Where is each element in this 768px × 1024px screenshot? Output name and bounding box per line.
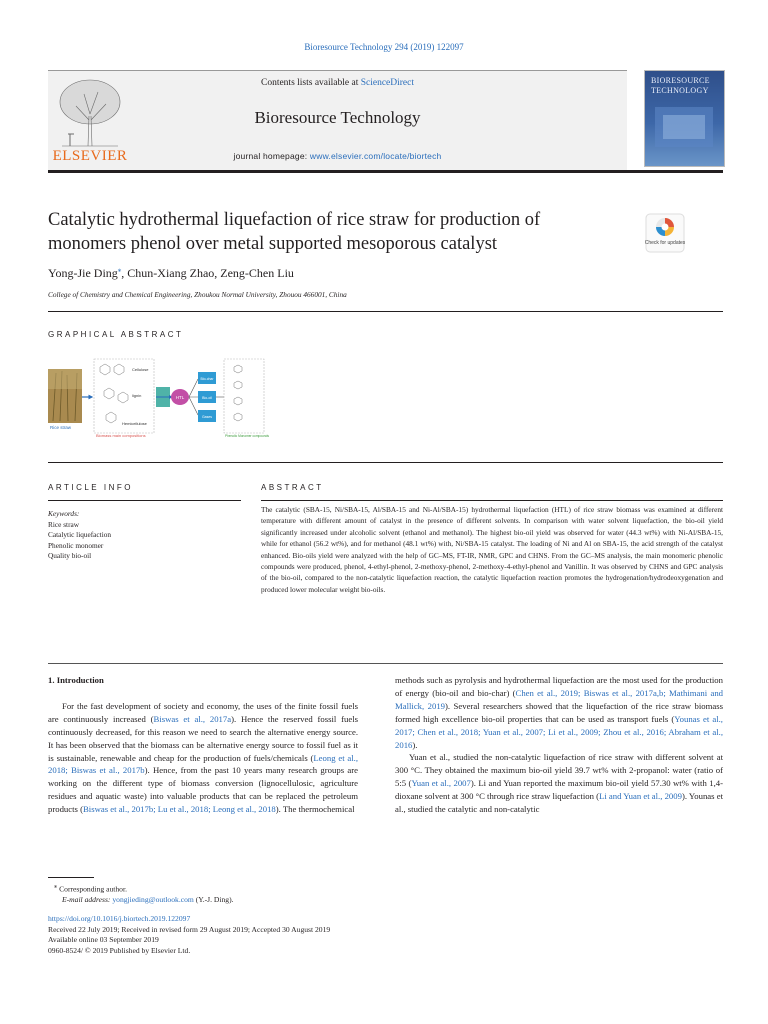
abstract-heading: ABSTRACT: [261, 483, 324, 492]
contents-line: [48, 78, 627, 88]
introduction-heading: 1. Introduction: [48, 675, 104, 685]
article-title: Catalytic hydrothermal liquefaction of rice straw for production of monomers phenol over metal supported mesoporous catalyst: [48, 210, 541, 254]
keywords-label: Keywords:: [48, 509, 80, 518]
homepage-prefix: journal homepage:: [233, 151, 310, 161]
text-run: ). Li and Yuan reported the maximum bio-oil yield 57.30 wt% with 1,4-dioxane solvent at 300 °C through rice straw liquefaction (: [395, 778, 723, 802]
text-run: ). Hence the reserved fossil fuels continuously decreased, for this reason we need to search the alternative energy source. It has been observed that the biomass can be alternative energy source to fossil fuel as it is sustainable, renewable and cheap for the production of fuels/chemicals (: [48, 713, 358, 763]
text-run: For the fast development of society and economy, the uses of the finite fossil fuels are continuously increased (: [48, 700, 358, 724]
copyright: 0960-8524/ © 2019 Published by Elsevier Ltd.: [48, 945, 191, 955]
check-for-updates-label: Check for updates: [645, 240, 685, 246]
journal-citation[interactable]: Bioresource Technology 294 (2019) 122097: [304, 42, 464, 52]
citation-link[interactable]: Leong et al., 2018; Biswas et al., 2017b: [48, 752, 359, 776]
keyword-item: Quality bio-oil: [48, 551, 92, 560]
text-run: methods such as pyrolysis and hydrothermal liquefaction are the most used for the production of energy (bio-oil and bio-char) (: [395, 675, 723, 698]
keywords-block: [48, 509, 111, 562]
body-column-left: [48, 674, 358, 816]
ga-label-hemicellulose: Hemicellulose: [122, 421, 147, 426]
citation-link[interactable]: Biswas et al., 2017b; Lu et al., 2018; Leong et al., 2018: [82, 804, 276, 815]
corresponding-author-text: Corresponding author.: [59, 884, 127, 894]
ga-label-lignin: lignin: [132, 393, 142, 398]
footnote-rule: [48, 877, 94, 878]
journal-cover-thumbnail[interactable]: [644, 70, 725, 167]
corresponding-author-mark: ⁎: [54, 883, 58, 890]
citation-link[interactable]: Li and Yuan et al., 2009: [599, 791, 682, 802]
journal-homepage: [48, 151, 627, 161]
contents-prefix: Contents lists available at: [260, 78, 361, 88]
sciencedirect-link[interactable]: ScienceDirect: [360, 78, 414, 88]
article-info-heading: ARTICLE INFO: [48, 483, 133, 492]
abstract-rule: [261, 500, 723, 501]
intro-paragraph-1: [48, 700, 358, 816]
divider-after-affiliation: [48, 311, 723, 312]
keyword-item: Catalytic liquefaction: [48, 530, 112, 539]
text-run: ). The thermochemical: [275, 804, 355, 815]
keyword-item: Phenolic monomer: [48, 540, 104, 550]
abstract-text: The catalytic (SBA-15, Ni/SBA-15, Al/SBA-15 and Ni-Al/SBA-15) hydrothermal liquefaction (HTL) of rice straw biomass was examined at different temperature with different amount of catalyst in the presence of different solvents. In comparison with water solvent liquefaction, the bio-oil yield significantly increased under alcoholic solvent (ethanol and methanol). The highest bio-oil yield was observed for water (44.3 wt%) with Ni-Al/SBA-15, while for ethanol (56.2 wt%), and for methanol (48.1 wt%) with, Ni/SBA-15 catalyst. The loading of Ni and Al on SBA-15, the acid strength of the catalyst enhanced. Bio-oils yield were analyzed with the help of GC–MS, FT-IR, NMR, GPC and CHNS. From the GC–MS analysis, the main monomeric phenolic compounds were produced, phenol, 4-ethyl-phenol, 2-methoxy-phenol, 2-methoxy-4-ethyl-phenol and Vanillin. It was observed by CHNS and GPC analysis of the bio-oil, compared to the non-catalytic liquefaction reaction, the catalytic liquefaction reaction promotes the hydrogenation/hydrodeoxygenation and produced lower molecular weight bio-oils.: [261, 505, 723, 594]
author-list: [48, 266, 294, 281]
divider-after-graphical-abstract: [48, 462, 723, 463]
ga-label-htl: HTL: [175, 395, 185, 400]
cover-title-line-1: BIORESOURCE: [651, 76, 710, 85]
ga-label-bio-oil: Bio-oil: [202, 396, 212, 400]
intro-paragraph-2: [395, 751, 723, 816]
journal-name: Bioresource Technology: [254, 108, 421, 127]
text-run: ).: [412, 739, 418, 750]
homepage-link[interactable]: www.elsevier.com/locate/biortech: [309, 151, 442, 161]
author-affiliation: College of Chemistry and Chemical Engineering, Zhoukou Normal University, Zhouou 466001, China: [48, 290, 347, 299]
email-label: E-mail address:: [62, 895, 113, 905]
email-note: [48, 895, 234, 906]
text-run: ). Younas et al., studied the catalytic and non-catalytic: [395, 791, 723, 815]
keyword-item: Rice straw: [48, 519, 80, 529]
citation-link[interactable]: Chen et al., 2019; Biswas et al., 2017a,b; Mathimani and Mallick, 2019: [395, 687, 724, 711]
body-column-right: [395, 674, 723, 816]
article-info-rule: [48, 500, 241, 501]
citation-link[interactable]: Biswas et al., 2017a: [153, 713, 232, 724]
email-link[interactable]: yongjieding@outlook.com: [112, 895, 194, 905]
corresponding-author-note: [48, 882, 234, 895]
text-run: Yuan et al., studied the non-catalytic liquefaction of rice straw with different solvent at 300 °C. They obtained the maximum bio-oil yield 39.7 wt% with 2-propanol: water (ratio of 5:5 (: [395, 752, 723, 789]
citation-link[interactable]: Younas et al., 2017; Chen et al., 2018; Yuan et al., 2007; Li et al., 2009; Zhou et al., 2016; Abraham et al., 2016: [395, 713, 723, 750]
corresponding-author-mark[interactable]: ⁎: [117, 266, 122, 274]
publication-info: [48, 914, 330, 956]
graphical-abstract-figure[interactable]: [48, 355, 270, 439]
ga-label-cellulose: Cellulose: [132, 367, 149, 372]
ga-label-gases: Gases: [201, 415, 213, 419]
ga-label-biomass: Biomass main compositions: [96, 433, 146, 438]
citation-link[interactable]: Yuan et al., 2007: [411, 778, 471, 789]
email-suffix: (Y.-J. Ding).: [193, 895, 234, 905]
received-dates: Received 22 July 2019; Received in revised form 29 August 2019; Accepted 30 August 2019: [48, 924, 331, 934]
elsevier-wordmark: ELSEVIER: [52, 148, 128, 164]
available-online: Available online 03 September 2019: [48, 935, 159, 944]
cover-artwork: [645, 101, 724, 166]
author-names-rest: , Chun-Xiang Zhao, Zeng-Chen Liu: [121, 266, 294, 280]
text-run: ). Several researchers showed that the liquefaction of the rice straw biomass formed high excellence bio-oil properties that can be used as transport fuels (: [395, 700, 724, 724]
doi-link[interactable]: https://doi.org/10.1016/j.biortech.2019.122097: [48, 914, 191, 923]
header-top-rule: [48, 70, 627, 71]
ga-label-bio-char: Bio-char: [200, 377, 214, 381]
author-name-1: Yong-Jie Ding: [48, 266, 118, 280]
cover-title-line-2: TECHNOLOGY: [651, 86, 709, 95]
check-for-updates-badge[interactable]: [645, 213, 685, 253]
header-bottom-rule: [48, 170, 723, 173]
intro-paragraph-1-continued: [395, 674, 723, 751]
footnotes: [48, 882, 234, 906]
check-for-updates-icon: [645, 213, 685, 253]
text-run: ). Hence, from the past 10 years many research groups are working on the different type of biomass conversion (lignocellulosic, agriculture residues and aquatic waste) into valuable products that can be replaced the petroleum products (: [48, 765, 358, 815]
ga-label-phenolic: Phenolic Monomer compounds: [225, 434, 269, 438]
graphical-abstract-heading: GRAPHICAL ABSTRACT: [48, 330, 184, 339]
ga-label-rice-straw: Rice straw: [50, 425, 72, 430]
divider-before-body: [48, 663, 723, 664]
